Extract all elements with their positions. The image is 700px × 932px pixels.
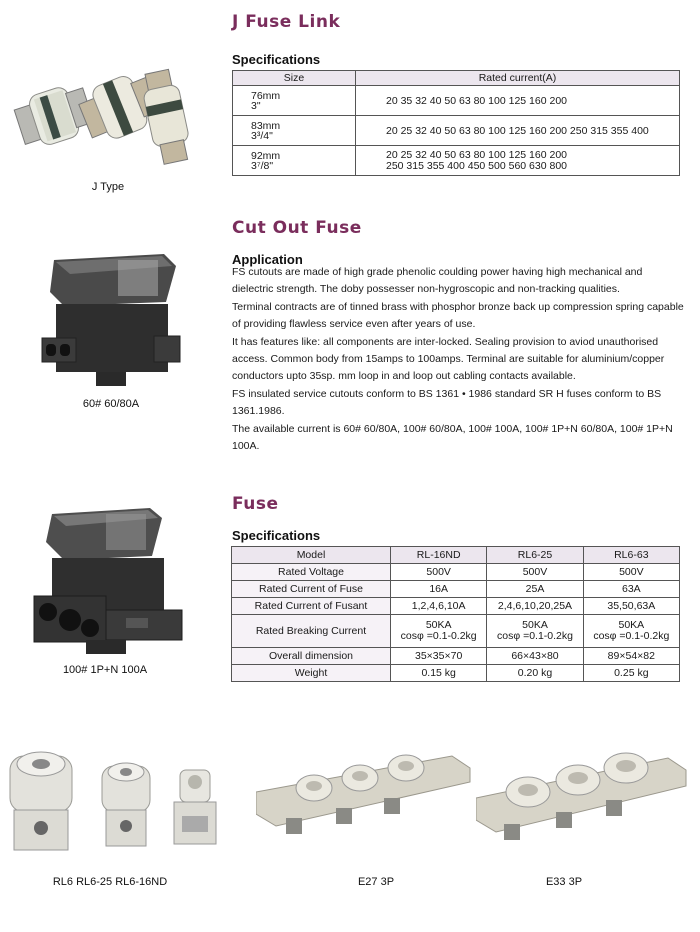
- fuse-spec-label: Specifications: [232, 528, 321, 543]
- j-type-caption: J Type: [91, 181, 125, 193]
- cell: 500V: [487, 564, 583, 581]
- jfuse-spec-label: Specifications: [232, 52, 321, 67]
- cutout-paragraph: FS insulated service cutouts conform to BS 1361 • 1986 standard SR H fuses conform to BS 1361.1986.: [232, 387, 662, 418]
- table-row: [232, 598, 680, 615]
- cell-ka: 50KA: [618, 619, 645, 631]
- row-label: Rated Breaking Current: [232, 615, 391, 648]
- cell: 2,4,6,10,20,25A: [487, 598, 583, 615]
- fuse-1pn-caption: 100# 1P+N 100A: [62, 664, 148, 676]
- size-mm: 83mm: [251, 119, 281, 132]
- rated-current-line2: 250 315 355 400 450 500 560 630 800: [386, 159, 568, 172]
- cutout-app-label: Application: [232, 252, 303, 267]
- cell: 0.15 kg: [391, 665, 487, 682]
- row-label: Overall dimension: [232, 648, 391, 665]
- cell-cos: cosφ =0.1-0.2kg: [400, 630, 477, 642]
- cutout-description: [232, 264, 684, 455]
- fuse-header-model: Model: [232, 547, 391, 564]
- cutout-fuse-image: [36, 252, 186, 392]
- cell: 0.20 kg: [487, 665, 583, 682]
- cell: 89×54×82: [583, 648, 679, 665]
- cell: 1,2,4,6,10A: [391, 598, 487, 615]
- cell: 0.25 kg: [583, 665, 679, 682]
- jfuse-header-rated: Rated current(A): [356, 71, 680, 86]
- size-inch: 3³/4": [251, 129, 273, 142]
- row-label: Rated Current of Fuse: [232, 581, 391, 598]
- e27-caption: E27 3P: [357, 876, 395, 888]
- j-type-fuse-image: [8, 62, 208, 172]
- fuse-title: Fuse: [232, 494, 279, 514]
- fuse-header-col: RL6-63: [583, 547, 679, 564]
- fuse-table-header: [232, 547, 680, 564]
- e33-3p-image: [476, 748, 690, 848]
- fuse-header-col: RL-16ND: [391, 547, 487, 564]
- table-row: [232, 615, 680, 648]
- cell: 25A: [487, 581, 583, 598]
- jfuse-table-header: [233, 71, 680, 86]
- rated-current: 20 35 32 40 50 63 80 100 125 160 200: [386, 94, 568, 107]
- jfuse-spec-table: [232, 70, 680, 176]
- cell: 63A: [583, 581, 679, 598]
- cell: 66×43×80: [487, 648, 583, 665]
- cutout-title: Cut Out Fuse: [232, 218, 362, 238]
- cell: 35,50,63A: [583, 598, 679, 615]
- cell: 35×35×70: [391, 648, 487, 665]
- cell: 16A: [391, 581, 487, 598]
- table-row: [233, 116, 680, 146]
- cell-cos: cosφ =0.1-0.2kg: [593, 630, 670, 642]
- cell: 500V: [391, 564, 487, 581]
- cutout-paragraph: Terminal contracts are of tinned brass with phosphor bronze back up compression spring capable of providing flawless service even after years of use.: [232, 300, 684, 331]
- fuse-1pn-image: [30, 500, 190, 660]
- jfuse-title: J Fuse Link: [232, 12, 341, 32]
- jfuse-header-size: Size: [233, 71, 356, 86]
- cutout-paragraph: FS cutouts are made of high grade phenolic coulding power having high mechanical and dielectric strength. The doby possesser non-hygroscopic and non-tracking qualities.: [232, 266, 643, 296]
- table-row: [232, 665, 680, 682]
- cell-cos: cosφ =0.1-0.2kg: [497, 630, 573, 642]
- row-label: Rated Current of Fusant: [232, 598, 391, 615]
- size-inch: 3": [251, 99, 261, 112]
- e33-caption: E33 3P: [545, 876, 583, 888]
- size-mm: 76mm: [251, 89, 281, 102]
- rl6-caption: RL6 RL6-25 RL6-16ND: [52, 876, 168, 888]
- size-inch: 3⁷/8": [251, 159, 274, 172]
- row-label: Rated Voltage: [232, 564, 391, 581]
- cutout-paragraph: It has features like: all components are inter-locked. Sealing provision to aviod unauthorised access. Common body from 15amps to 100amps. Terminal are suitable for aluminium/copper conductors upto 35sp. mm loop in and loop out cabling contacts available.: [232, 335, 665, 383]
- cell-ka: 50KA: [522, 619, 548, 631]
- table-row: [233, 146, 680, 176]
- table-row: [232, 564, 680, 581]
- rated-current: 20 25 32 40 50 63 80 100 125 160 200: [386, 148, 568, 161]
- rl6-fuse-image: [4, 740, 224, 860]
- table-row: [232, 648, 680, 665]
- size-mm: 92mm: [251, 149, 281, 162]
- rated-current: 20 25 32 40 50 63 80 100 125 160 200 250 315 355 400: [386, 124, 649, 137]
- row-label: Weight: [232, 665, 391, 682]
- table-row: [232, 581, 680, 598]
- cell-ka: 50KA: [425, 619, 452, 631]
- cutout-caption: 60# 60/80A: [82, 398, 140, 410]
- cutout-paragraph: The available current is 60# 60/80A, 100# 60/80A, 100# 100A, 100# 1P+N 60/80A, 100# 1P+N 100A.: [232, 422, 673, 453]
- fuse-spec-table: [231, 546, 680, 682]
- cell: 500V: [583, 564, 679, 581]
- e27-3p-image: [256, 748, 474, 844]
- table-row: [233, 86, 680, 116]
- fuse-header-col: RL6-25: [487, 547, 583, 564]
